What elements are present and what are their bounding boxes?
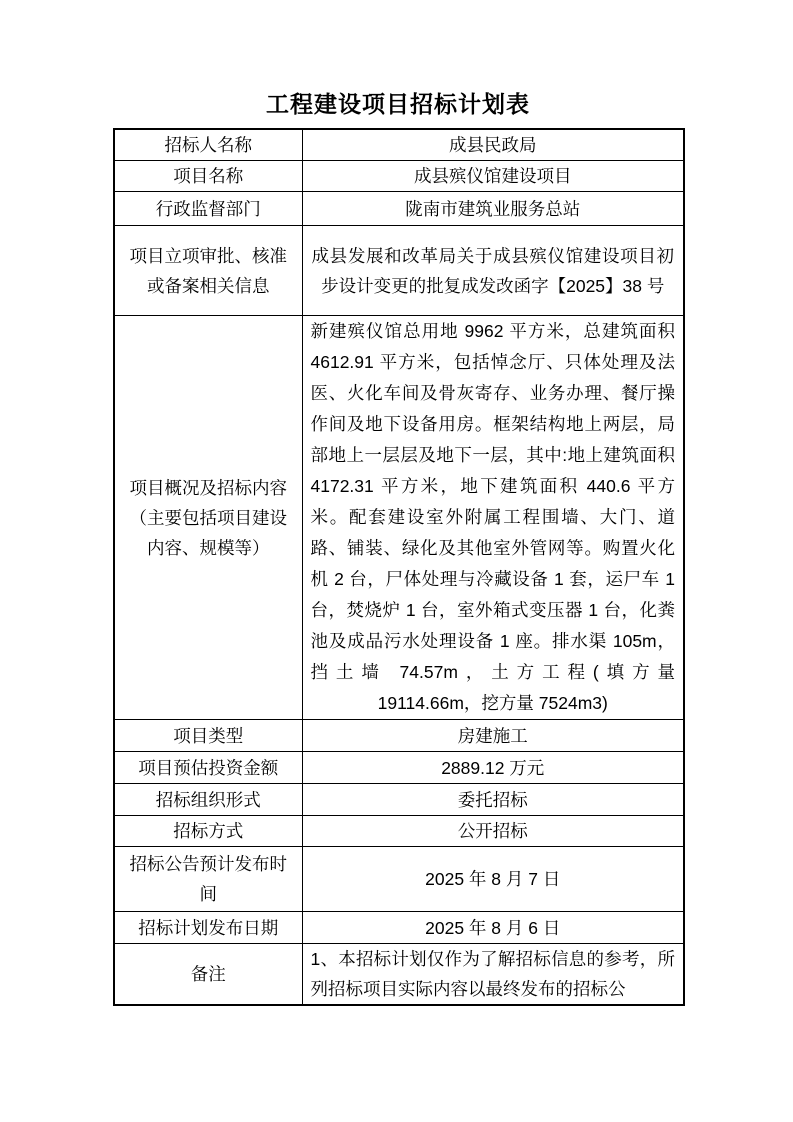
table-row-organization-form [114,784,684,816]
label-supervising-department: 行政监督部门 [114,192,302,226]
table-row-supervising-department [114,192,684,226]
value-project-overview: 新建殡仪馆总用地 9962 平方米，总建筑面积 4612.91 平方米，包括悼念厅、只体处理及法医、火化车间及骨灰寄存、业务办理、餐厅操作间及地下设备用房。框架结构地上两层，局部地上一层层及地下一层，其中:地上建筑面积 4172.31 平方米，地下建筑面积 440.6 平方米。配套建设室外附属工程围墙、大门、道路、铺装、绿化及其他室外管网等。购置火化机 2 台，尸体处理与冷藏设备 1 套，运尸车 1 台，焚烧炉 1 台，室外箱式变压器 1 台，化粪池及成品污水处理设备 1 座。排水渠 105m，挡土墙 74.57m，土方工程(填方量 19114.66m，挖方量 7524m3) [302,316,684,720]
label-approval-info: 项目立项审批、核准或备案相关信息 [114,226,302,316]
table-row-project-name [114,161,684,192]
value-project-type: 房建施工 [302,720,684,752]
label-bidding-method: 招标方式 [114,816,302,847]
value-organization-form: 委托招标 [302,784,684,816]
document-title: 工程建设项目招标计划表 [266,91,530,117]
value-announcement-date: 2025 年 8 月 7 日 [302,847,684,912]
table-row-estimated-investment [114,752,684,784]
table-row-project-overview [114,316,684,720]
value-estimated-investment: 2889.12 万元 [302,752,684,784]
value-remarks: 1、本招标计划仅作为了解招标信息的参考，所列招标项目实际内容以最终发布的招标公 [302,944,684,1006]
value-project-name: 成县殡仪馆建设项目 [302,161,684,192]
document-content [113,0,683,1006]
label-project-overview: 项目概况及招标内容（主要包括项目建设内容、规模等） [114,316,302,720]
label-estimated-investment: 项目预估投资金额 [114,752,302,784]
bidding-plan-table [113,128,685,1006]
table-row-bidding-method [114,816,684,847]
table-row-approval-info [114,226,684,316]
label-project-type: 项目类型 [114,720,302,752]
table-row-remarks [114,944,684,1006]
label-project-name: 项目名称 [114,161,302,192]
label-remarks: 备注 [114,944,302,1006]
table-row-announcement-date [114,847,684,912]
value-supervising-department: 陇南市建筑业服务总站 [302,192,684,226]
value-tenderer-name: 成县民政局 [302,129,684,161]
table-row-plan-publish-date [114,912,684,944]
label-tenderer-name: 招标人名称 [114,129,302,161]
table-row-project-type [114,720,684,752]
value-bidding-method: 公开招标 [302,816,684,847]
value-approval-info: 成县发展和改革局关于成县殡仪馆建设项目初步设计变更的批复成发改函字【2025】38 号 [302,226,684,316]
label-plan-publish-date: 招标计划发布日期 [114,912,302,944]
label-announcement-date: 招标公告预计发布时间 [114,847,302,912]
label-organization-form: 招标组织形式 [114,784,302,816]
table-row-tenderer-name [114,129,684,161]
value-plan-publish-date: 2025 年 8 月 6 日 [302,912,684,944]
